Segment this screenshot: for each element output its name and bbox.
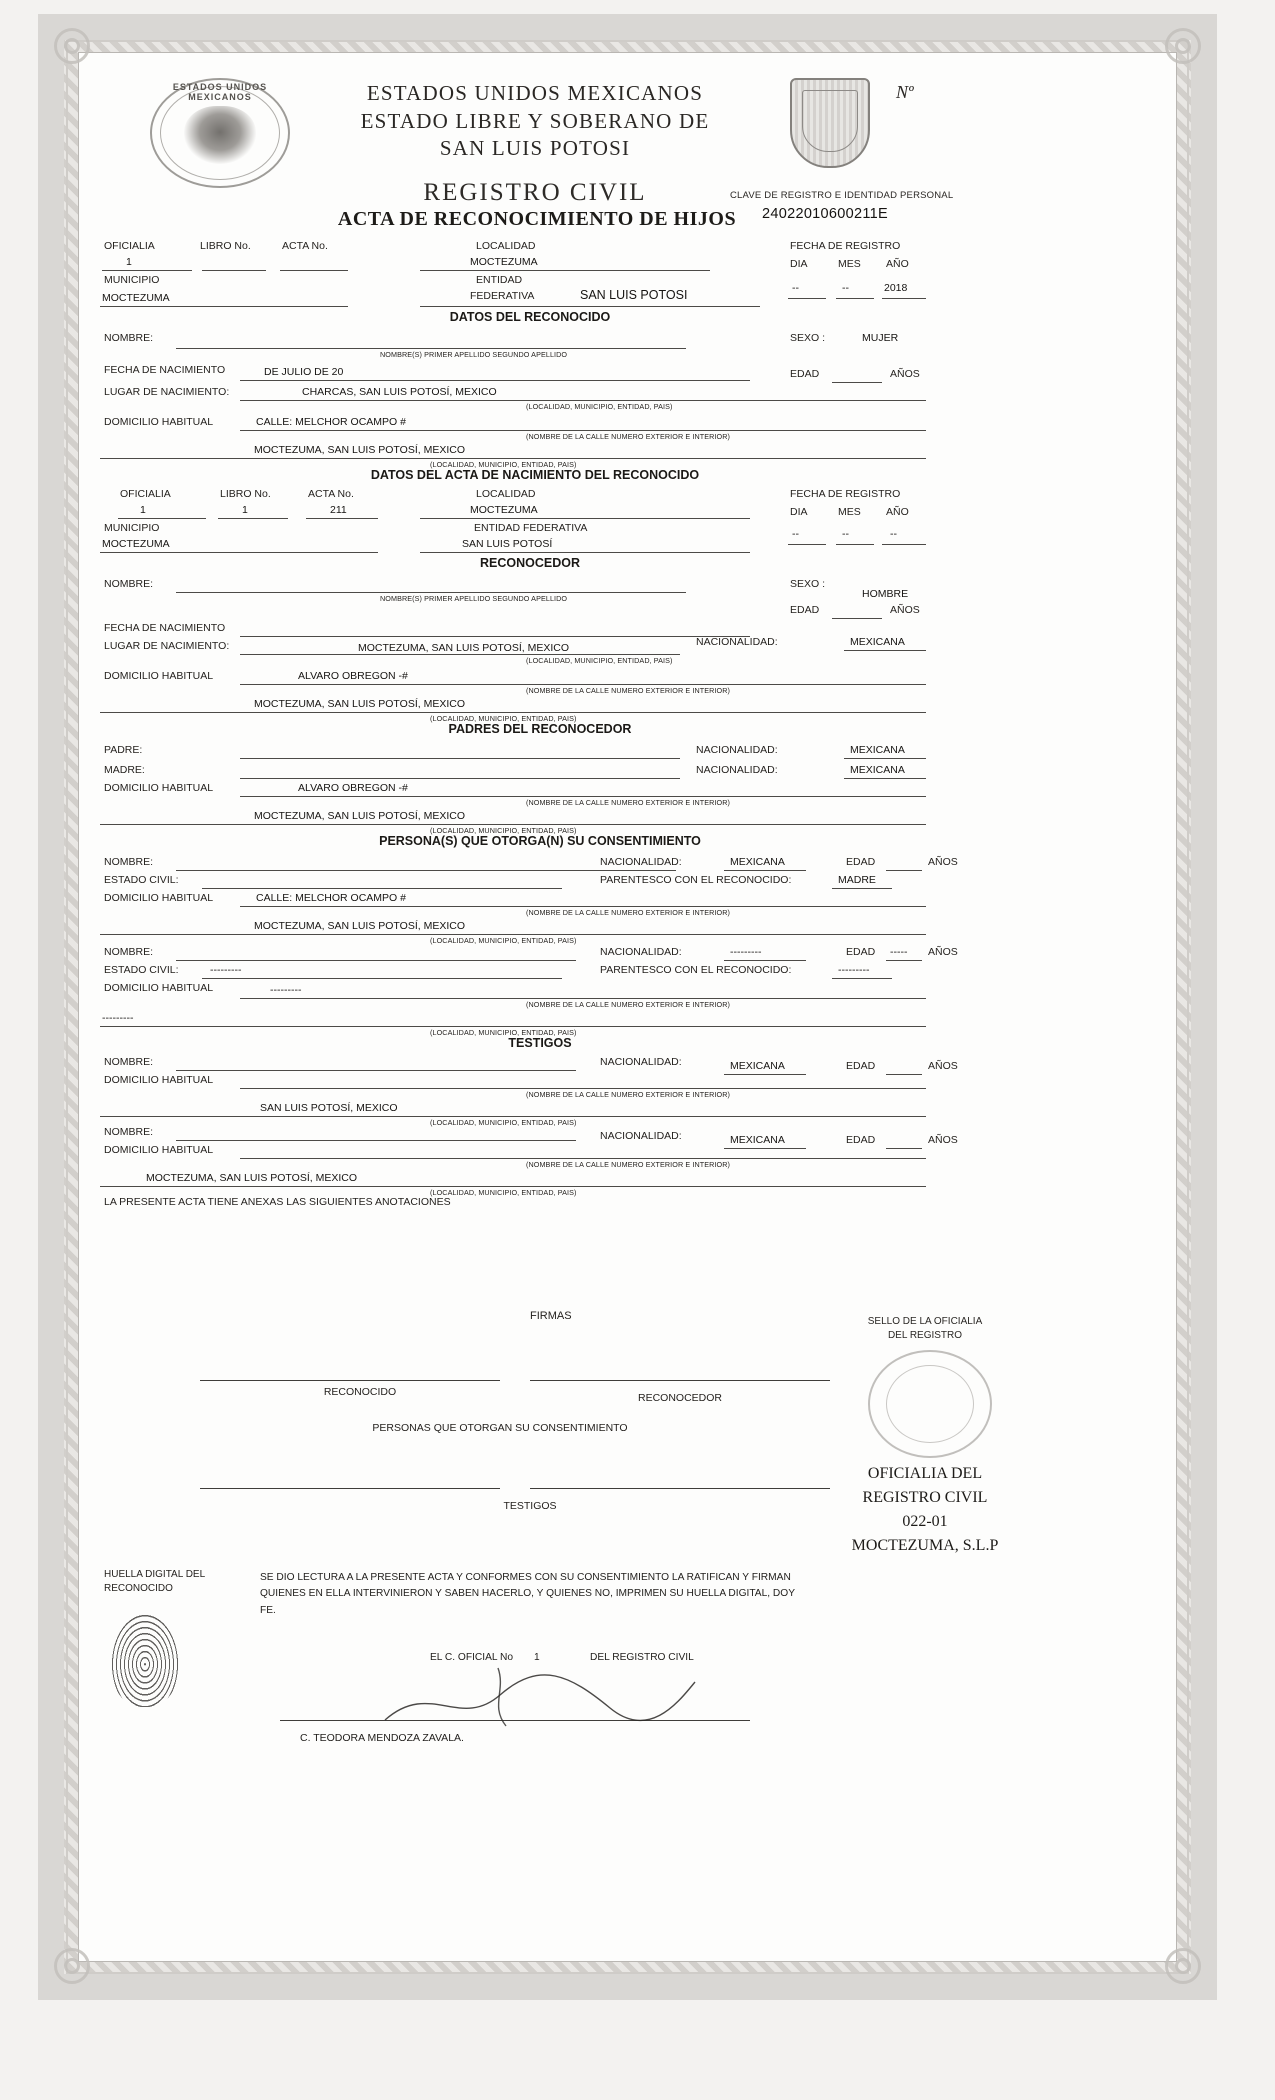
oficial-name: C. TEODORA MENDOZA ZAVALA. (300, 1732, 464, 1744)
reconocido-lugar-nac-label: LUGAR DE NACIMIENTO: (104, 386, 230, 398)
acta-libro-rule (218, 518, 288, 519)
madre-nacionalidad-value: MEXICANA (850, 764, 905, 776)
entidad-label: ENTIDAD (476, 274, 523, 286)
consent1-domicilio-localidad: MOCTEZUMA, SAN LUIS POTOSÍ, MEXICO (254, 920, 465, 932)
consent1-domicilio-calle: CALLE: MELCHOR OCAMPO # (256, 892, 406, 904)
anotaciones-text: LA PRESENTE ACTA TIENE ANEXAS LAS SIGUIENTES ANOTACIONES (104, 1196, 451, 1208)
reconocido-nombre-label: NOMBRE: (104, 332, 154, 344)
header-line-3: SAN LUIS POTOSI (439, 136, 631, 161)
anio-label: AÑO (886, 258, 909, 270)
reconocido-nombre-rule (176, 348, 686, 349)
testigo1-edad-rule (886, 1074, 922, 1075)
oficialia-stamp-text (820, 1462, 1030, 1558)
registro-civil-title: REGISTRO CIVIL (423, 179, 647, 207)
reconocido-fecha-nac-label: FECHA DE NACIMIENTO (104, 364, 226, 376)
consent2-nombre-rule (176, 960, 576, 961)
eagle-emblem-icon (184, 106, 256, 164)
madre-nacionalidad-label: NACIONALIDAD: (696, 764, 778, 776)
sello-stamp-icon (868, 1350, 992, 1458)
header-line-2: ESTADO LIBRE Y SOBERANO DE (360, 108, 710, 133)
reconocedor-lugar-nac-label: LUGAR DE NACIMIENTO: (104, 640, 230, 652)
handwritten-signature (380, 1660, 700, 1740)
section-consentimiento: PERSONA(S) QUE OTORGA(N) SU CONSENTIMIENTO (379, 834, 701, 848)
padre-nacionalidad-label: NACIONALIDAD: (696, 744, 778, 756)
consent2-estado-civil-value: --------- (210, 964, 242, 976)
reconocedor-lugar-nac-value: MOCTEZUMA, SAN LUIS POTOSÍ, MEXICO (358, 642, 569, 654)
padres-domicilio-label: DOMICILIO HABITUAL (104, 782, 214, 794)
consent1-edad-rule (886, 870, 922, 871)
consent1-nacionalidad-rule (724, 870, 806, 871)
reconocedor-lugar-nac-rule (240, 654, 680, 655)
acta-fecha-registro-label: FECHA DE REGISTRO (790, 488, 901, 500)
oficialia-stamp-line-4: MOCTEZUMA, S.L.P (851, 1537, 999, 1554)
reconocido-fecha-nac-value: DE JULIO DE 20 (264, 366, 344, 378)
dia-rule (788, 298, 826, 299)
testigo2-nacionalidad-value: MEXICANA (730, 1134, 785, 1146)
firma-reconocedor-rule (530, 1380, 830, 1381)
padres-domicilio-localidad: MOCTEZUMA, SAN LUIS POTOSÍ, MEXICO (254, 810, 465, 822)
testigo1-domicilio-calle-rule (240, 1088, 926, 1089)
reconocido-domicilio-calle-rule (240, 430, 926, 431)
acta-acta-rule (306, 518, 378, 519)
consent1-estado-civil-label: ESTADO CIVIL: (104, 874, 179, 886)
fingerprint-icon (110, 1612, 180, 1707)
consent1-nacionalidad-value: MEXICANA (730, 856, 785, 868)
firma-reconocido-rule (200, 1380, 500, 1381)
sello-line-2: DEL REGISTRO (887, 1329, 963, 1341)
testigo1-domicilio-localidad-rule (100, 1116, 926, 1117)
acta-oficialia-label: OFICIALIA (120, 488, 171, 500)
padre-nacionalidad-rule (844, 758, 926, 759)
oficialia-label: OFICIALIA (104, 240, 155, 252)
huella-label-line-2: RECONOCIDO (104, 1582, 173, 1594)
acta-localidad-label: LOCALIDAD (476, 488, 536, 500)
testigo2-domicilio-localidad-rule (100, 1186, 926, 1187)
reconocido-fecha-nac-rule (240, 380, 750, 381)
section-reconocedor: RECONOCEDOR (479, 556, 580, 570)
consent1-nombre-label: NOMBRE: (104, 856, 154, 868)
firma-testigo1-rule (200, 1488, 500, 1489)
madre-label: MADRE: (104, 764, 145, 776)
padres-domicilio-localidad-rule (100, 824, 926, 825)
reconocedor-nacionalidad-rule (844, 650, 926, 651)
consent1-parentesco-rule (832, 888, 892, 889)
testigo1-nacionalidad-value: MEXICANA (730, 1060, 785, 1072)
acta-mes-value: -- (842, 528, 849, 540)
libro-label: LIBRO No. (200, 240, 251, 252)
consent2-domicilio-calle: --------- (270, 984, 302, 996)
consent1-parentesco-value: MADRE (838, 874, 876, 886)
consent2-anios-label: AÑOS (928, 946, 958, 958)
consent2-nacionalidad-value: --------- (730, 946, 762, 958)
fecha-registro-label: FECHA DE REGISTRO (790, 240, 901, 252)
huella-label (104, 1568, 205, 1595)
oficialia-stamp-line-3: 022-01 (902, 1513, 948, 1530)
consent1-domicilio-calle-rule (240, 906, 926, 907)
clave-label: CLAVE DE REGISTRO E IDENTIDAD PERSONAL (730, 190, 954, 201)
entidad-value: SAN LUIS POTOSI (580, 288, 688, 302)
acta-localidad-rule (420, 518, 750, 519)
testigo2-localidad-caption: (LOCALIDAD, MUNICIPIO, ENTIDAD, PAIS) (430, 1188, 577, 1197)
acta-localidad-value: MOCTEZUMA (470, 504, 538, 516)
sello-block (830, 1315, 1020, 1342)
testigo2-nombre-rule (176, 1140, 576, 1141)
padres-domicilio-calle: ALVARO OBREGON -# (298, 782, 408, 794)
folio-number-label: Nº (896, 82, 914, 102)
padre-label: PADRE: (104, 744, 143, 756)
reconocedor-calle-caption: (NOMBRE DE LA CALLE NUMERO EXTERIOR E INTERIOR) (526, 686, 730, 695)
acta-oficialia-rule (118, 518, 206, 519)
localidad-rule (420, 270, 710, 271)
acta-entidad-label: ENTIDAD FEDERATIVA (474, 522, 588, 534)
anio-value: 2018 (884, 282, 908, 294)
consent2-nacionalidad-rule (724, 960, 806, 961)
section-padres-reconocedor: PADRES DEL RECONOCEDOR (448, 722, 632, 736)
entidad-rule (420, 306, 760, 307)
consent1-nombre-rule (176, 870, 676, 871)
reconocido-lugar-nac-value: CHARCAS, SAN LUIS POTOSÍ, MEXICO (302, 386, 497, 398)
reconocedor-sexo-value: HOMBRE (862, 588, 909, 600)
padres-domicilio-calle-rule (240, 796, 926, 797)
national-seal-icon (150, 78, 290, 188)
page-title: ACTA DE RECONOCIMIENTO DE HIJOS (337, 208, 737, 230)
reconocedor-domicilio-localidad: MOCTEZUMA, SAN LUIS POTOSÍ, MEXICO (254, 698, 465, 710)
reconocedor-edad-rule (832, 618, 882, 619)
oficialia-value: 1 (126, 256, 132, 268)
consent1-anios-label: AÑOS (928, 856, 958, 868)
acta-libro-value: 1 (242, 504, 248, 516)
testigo2-domicilio-calle-rule (240, 1158, 926, 1159)
state-shield-icon (790, 78, 870, 168)
document-header (300, 80, 770, 207)
acta-dia-rule (788, 544, 826, 545)
reconocedor-anios-label: AÑOS (890, 604, 920, 616)
testigo2-nombre-label: NOMBRE: (104, 1126, 154, 1138)
consent1-estado-civil-rule (202, 888, 562, 889)
testigo1-nombre-rule (176, 1070, 576, 1071)
padres-localidad-caption: (LOCALIDAD, MUNICIPIO, ENTIDAD, PAIS) (430, 826, 577, 835)
testigo2-calle-caption: (NOMBRE DE LA CALLE NUMERO EXTERIOR E INTERIOR) (526, 1160, 730, 1169)
oficial-signature-rule (280, 1720, 750, 1721)
firma-reconocido-label: RECONOCIDO (323, 1386, 397, 1398)
acta-anio-rule (882, 544, 926, 545)
consent1-nacionalidad-label: NACIONALIDAD: (600, 856, 682, 868)
acta-label: ACTA No. (282, 240, 328, 252)
reconocedor-nombre-caption: NOMBRE(S) PRIMER APELLIDO SEGUNDO APELLIDO (380, 594, 568, 603)
mes-label: MES (838, 258, 861, 270)
consent2-edad-rule (886, 960, 922, 961)
corner-swirl-icon (1165, 1948, 1201, 1984)
acta-mes-label: MES (838, 506, 861, 518)
section-datos-reconocido: DATOS DEL RECONOCIDO (449, 310, 611, 324)
consent1-edad-label: EDAD (846, 856, 876, 868)
form-content (90, 60, 1167, 1954)
reconocido-edad-label: EDAD (790, 368, 820, 380)
oficialia-stamp-line-1: OFICIALIA DEL (867, 1465, 983, 1482)
testigo1-calle-caption: (NOMBRE DE LA CALLE NUMERO EXTERIOR E INTERIOR) (526, 1090, 730, 1099)
reconocedor-nacionalidad-value: MEXICANA (850, 636, 905, 648)
reconocido-domicilio-calle: CALLE: MELCHOR OCAMPO # (256, 416, 406, 428)
consent2-calle-caption: (NOMBRE DE LA CALLE NUMERO EXTERIOR E INTERIOR) (526, 1000, 730, 1009)
acta-acta-value: 211 (330, 504, 347, 516)
libro-rule (202, 270, 266, 271)
consent2-estado-civil-label: ESTADO CIVIL: (104, 964, 179, 976)
testigo1-localidad-caption: (LOCALIDAD, MUNICIPIO, ENTIDAD, PAIS) (430, 1118, 577, 1127)
oficial-number: 1 (534, 1652, 540, 1663)
firma-consentimiento-label: PERSONAS QUE OTORGAN SU CONSENTIMIENTO (372, 1422, 628, 1434)
testigo1-nacionalidad-label: NACIONALIDAD: (600, 1056, 682, 1068)
reconocido-lugar-nac-rule (240, 400, 926, 401)
consent1-localidad-caption: (LOCALIDAD, MUNICIPIO, ENTIDAD, PAIS) (430, 936, 577, 945)
reconocedor-domicilio-calle-rule (240, 684, 926, 685)
padre-nacionalidad-value: MEXICANA (850, 744, 905, 756)
mes-value: -- (842, 282, 849, 294)
seal-text: ESTADOS UNIDOS MEXICANOS (172, 82, 268, 102)
reconocido-edad-rule (832, 382, 882, 383)
madre-nacionalidad-rule (844, 778, 926, 779)
testigo1-nombre-label: NOMBRE: (104, 1056, 154, 1068)
consent2-domicilio-localidad: --------- (102, 1012, 134, 1024)
reconocedor-nombre-label: NOMBRE: (104, 578, 154, 590)
madre-rule (240, 778, 680, 779)
reconocedor-sexo-label: SEXO : (790, 578, 826, 590)
anio-rule (882, 298, 926, 299)
dia-label: DIA (790, 258, 808, 270)
entidad-label-2: FEDERATIVA (470, 290, 535, 302)
testigo1-anios-label: AÑOS (928, 1060, 958, 1072)
lectura-text: SE DIO LECTURA A LA PRESENTE ACTA Y CONFORMES CON SU CONSENTIMIENTO LA RATIFICAN Y FIRMAN QUIENES EN ELLA INTERVINIERON Y SABEN HACERLO, Y QUIENES NO, IMPRIMEN SU HUELLA DIGITAL, DOY FE. (260, 1572, 795, 1616)
consent2-parentesco-rule (832, 978, 892, 979)
consent2-domicilio-localidad-rule (100, 1026, 926, 1027)
consent2-nacionalidad-label: NACIONALIDAD: (600, 946, 682, 958)
consent1-parentesco-label: PARENTESCO CON EL RECONOCIDO: (600, 874, 792, 886)
testigo2-anios-label: AÑOS (928, 1134, 958, 1146)
reconocido-anios-label: AÑOS (890, 368, 920, 380)
firmas-title: FIRMAS (530, 1310, 572, 1322)
reconocedor-localidad-caption: (LOCALIDAD, MUNICIPIO, ENTIDAD, PAIS) (430, 714, 577, 723)
consent1-calle-caption: (NOMBRE DE LA CALLE NUMERO EXTERIOR E INTERIOR) (526, 908, 730, 917)
localidad-caption: (LOCALIDAD, MUNICIPIO, ENTIDAD, PAIS) (430, 460, 577, 469)
municipio-rule (100, 306, 348, 307)
section-datos-acta-nacimiento: DATOS DEL ACTA DE NACIMIENTO DEL RECONOCIDO (370, 468, 700, 482)
acta-entidad-value: SAN LUIS POTOSÍ (462, 538, 553, 550)
testigo2-nacionalidad-label: NACIONALIDAD: (600, 1130, 682, 1142)
oficial-label: EL C. OFICIAL No (430, 1652, 514, 1663)
testigo1-nacionalidad-rule (724, 1074, 806, 1075)
acta-oficialia-value: 1 (140, 504, 146, 516)
consent2-estado-civil-rule (202, 978, 562, 979)
header-line-1: ESTADOS UNIDOS MEXICANOS (366, 81, 704, 105)
mes-rule (836, 298, 874, 299)
acta-rule (280, 270, 348, 271)
reconocedor-fecha-nac-label: FECHA DE NACIMIENTO (104, 622, 226, 634)
acta-municipio-value: MOCTEZUMA (102, 538, 170, 550)
acta-mes-rule (836, 544, 874, 545)
acta-anio-value: -- (890, 528, 897, 540)
consent2-domicilio-calle-rule (240, 998, 926, 999)
municipio-label: MUNICIPIO (104, 274, 160, 286)
consent2-edad-label: EDAD (846, 946, 876, 958)
reconocedor-edad-label: EDAD (790, 604, 820, 616)
consent2-parentesco-label: PARENTESCO CON EL RECONOCIDO: (600, 964, 792, 976)
testigo1-domicilio-localidad: SAN LUIS POTOSÍ, MEXICO (260, 1102, 398, 1114)
acta-entidad-rule (420, 552, 750, 553)
reconocido-domicilio-label: DOMICILIO HABITUAL (104, 416, 214, 428)
lugar-caption: (LOCALIDAD, MUNICIPIO, ENTIDAD, PAIS) (526, 402, 673, 411)
corner-swirl-icon (1165, 28, 1201, 64)
acta-municipio-label: MUNICIPIO (104, 522, 160, 534)
firma-testigo2-rule (530, 1488, 830, 1489)
reconocedor-domicilio-calle: ALVARO OBREGON -# (298, 670, 408, 682)
consent2-domicilio-label: DOMICILIO HABITUAL (104, 982, 214, 994)
testigo2-edad-rule (886, 1148, 922, 1149)
acta-municipio-rule (100, 552, 378, 553)
consent2-edad-value: ----- (890, 946, 908, 958)
reconocido-domicilio-localidad-rule (100, 458, 926, 459)
dia-value: -- (792, 282, 799, 294)
reconocedor-domicilio-localidad-rule (100, 712, 926, 713)
consent2-parentesco-value: --------- (838, 964, 870, 976)
calle-caption: (NOMBRE DE LA CALLE NUMERO EXTERIOR E INTERIOR) (526, 432, 730, 441)
clave-value: 24022010600211E (762, 206, 888, 222)
testigo2-nacionalidad-rule (724, 1148, 806, 1149)
nombre-caption: NOMBRE(S) PRIMER APELLIDO SEGUNDO APELLIDO (380, 350, 568, 359)
corner-swirl-icon (54, 1948, 90, 1984)
acta-acta-label: ACTA No. (308, 488, 354, 500)
section-testigos: TESTIGOS (508, 1036, 572, 1050)
consent1-domicilio-label: DOMICILIO HABITUAL (104, 892, 214, 904)
consent2-nombre-label: NOMBRE: (104, 946, 154, 958)
acta-dia-label: DIA (790, 506, 808, 518)
reconocedor-fecha-nac-rule (240, 636, 750, 637)
corner-swirl-icon (54, 28, 90, 64)
oficialia-stamp-line-2: REGISTRO CIVIL (862, 1489, 988, 1506)
reconocedor-domicilio-label: DOMICILIO HABITUAL (104, 670, 214, 682)
localidad-label: LOCALIDAD (476, 240, 536, 252)
huella-label-line-1: HUELLA DIGITAL DEL (104, 1569, 206, 1580)
padres-calle-caption: (NOMBRE DE LA CALLE NUMERO EXTERIOR E INTERIOR) (526, 798, 730, 807)
reconocido-domicilio-localidad: MOCTEZUMA, SAN LUIS POTOSÍ, MEXICO (254, 444, 465, 456)
oficialia-rule (102, 270, 192, 271)
oficial-suffix: DEL REGISTRO CIVIL (590, 1652, 694, 1663)
municipio-value: MOCTEZUMA (102, 292, 170, 304)
reconocedor-nombre-rule (176, 592, 686, 593)
testigo1-domicilio-label: DOMICILIO HABITUAL (104, 1074, 214, 1086)
reconocedor-lugar-caption: (LOCALIDAD, MUNICIPIO, ENTIDAD, PAIS) (526, 656, 673, 665)
sello-line-1: SELLO DE LA OFICIALIA (867, 1316, 983, 1327)
reconocido-sexo-label: SEXO : (790, 332, 826, 344)
reconocido-sexo-value: MUJER (862, 332, 899, 344)
localidad-value: MOCTEZUMA (470, 256, 538, 268)
firma-reconocedor-label: RECONOCEDOR (637, 1392, 722, 1404)
acta-anio-label: AÑO (886, 506, 909, 518)
firma-testigos-label: TESTIGOS (503, 1500, 557, 1512)
testigo1-edad-label: EDAD (846, 1060, 876, 1072)
acta-dia-value: -- (792, 528, 799, 540)
consent1-domicilio-localidad-rule (100, 934, 926, 935)
acta-libro-label: LIBRO No. (220, 488, 271, 500)
consent2-localidad-caption: (LOCALIDAD, MUNICIPIO, ENTIDAD, PAIS) (430, 1028, 577, 1037)
testigo2-domicilio-localidad: MOCTEZUMA, SAN LUIS POTOSÍ, MEXICO (146, 1172, 357, 1184)
reconocedor-nacionalidad-label: NACIONALIDAD: (696, 636, 778, 648)
padre-rule (240, 758, 680, 759)
testigo2-domicilio-label: DOMICILIO HABITUAL (104, 1144, 214, 1156)
testigo2-edad-label: EDAD (846, 1134, 876, 1146)
